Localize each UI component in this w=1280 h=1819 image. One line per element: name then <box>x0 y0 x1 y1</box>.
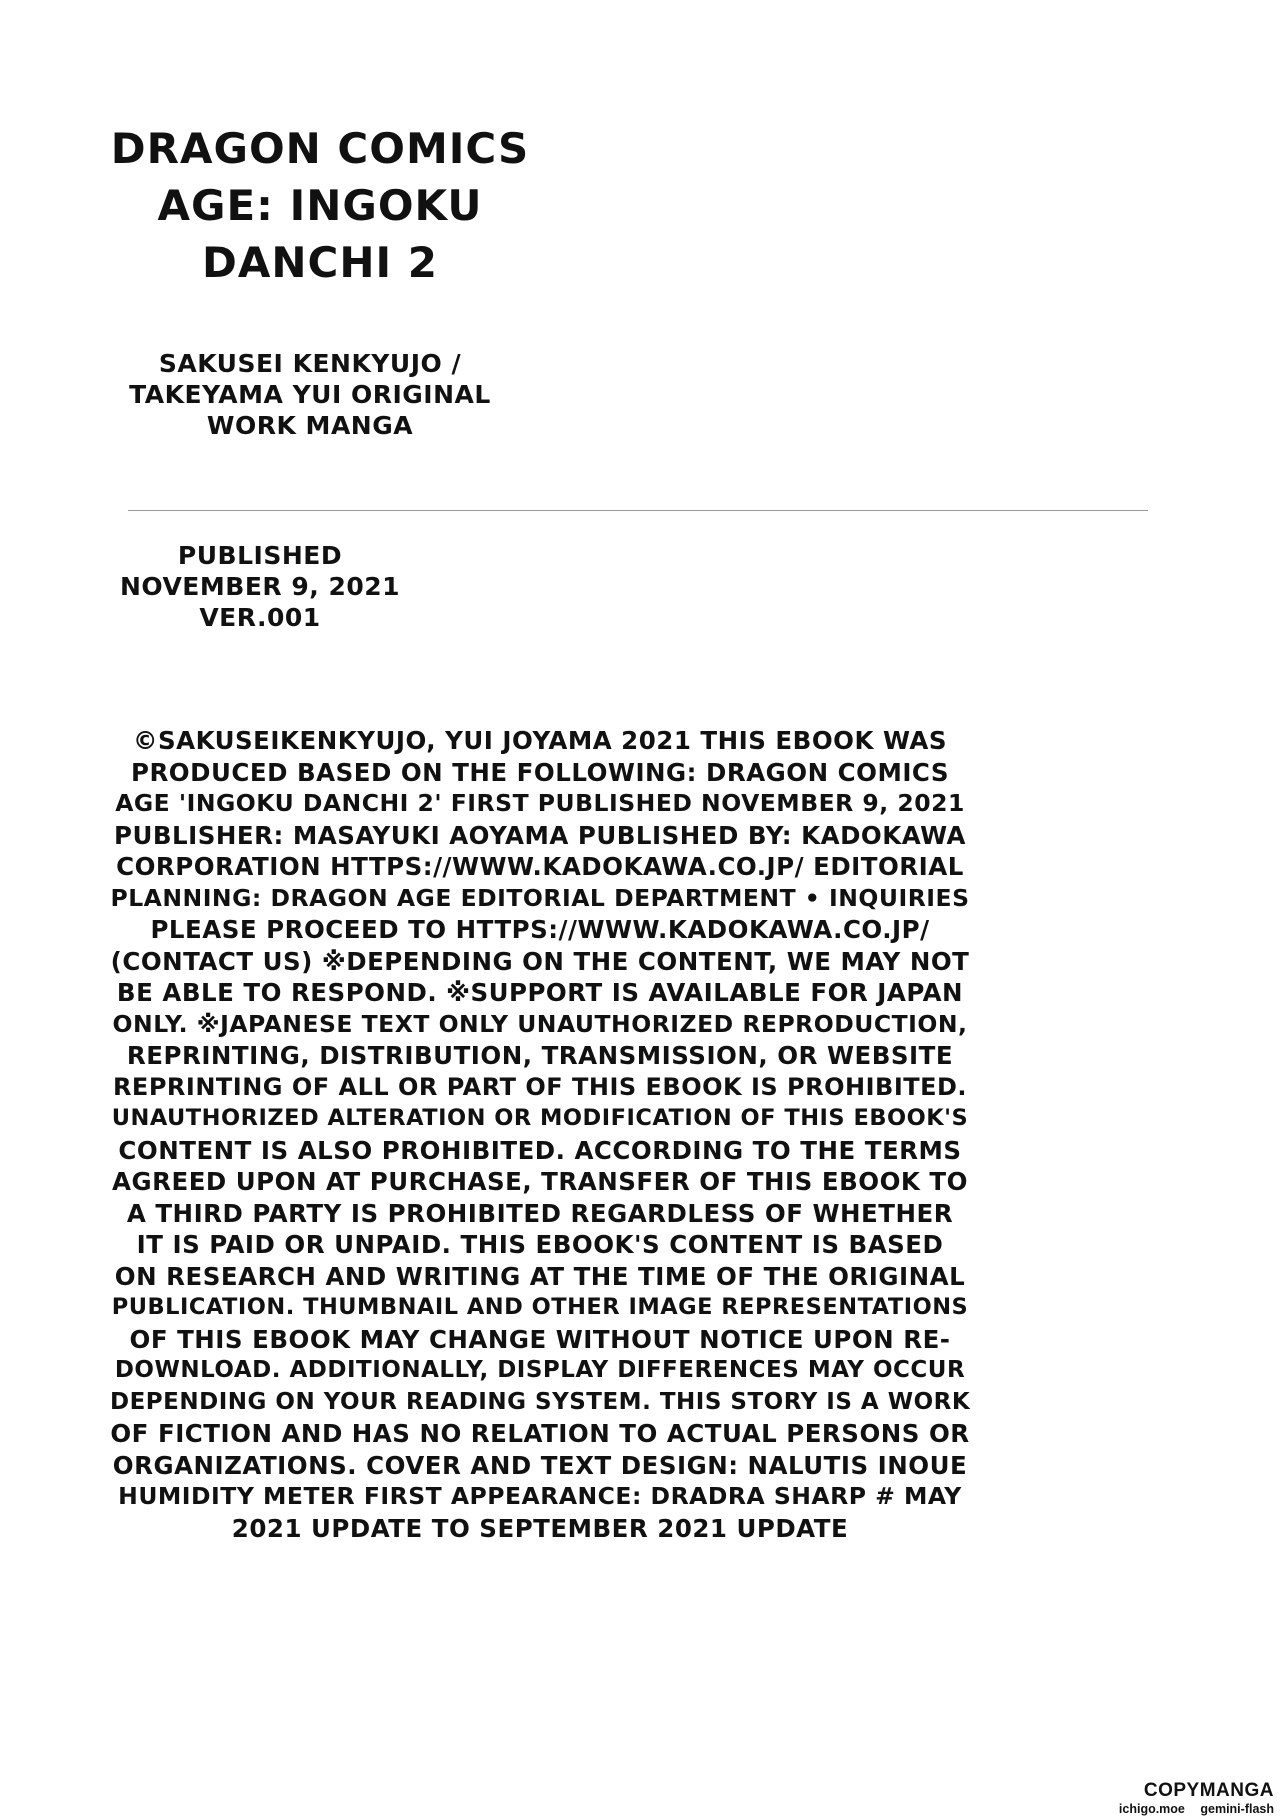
author-credit <box>110 348 510 441</box>
legal-line: 2021 UPDATE TO SEPTEMBER 2021 UPDATE <box>231 1513 849 1543</box>
legal-line: AGE 'INGOKU DANCHI 2' FIRST PUBLISHED NOVEMBER 9, 2021 <box>115 789 965 817</box>
legal-line: PRODUCED BASED ON THE FOLLOWING: DRAGON COMICS <box>130 757 950 787</box>
version-number: VER.001 <box>199 603 321 632</box>
legal-line: OF THIS EBOOK MAY CHANGE WITHOUT NOTICE UPON RE- <box>129 1324 951 1354</box>
legal-line: AGREED UPON AT PURCHASE, TRANSFER OF THIS EBOOK TO <box>112 1167 968 1196</box>
legal-line: CONTENT IS ALSO PROHIBITED. ACCORDING TO THE TERMS <box>118 1135 962 1165</box>
credit-brand: COPYMANGA <box>1143 1780 1274 1801</box>
legal-line: ON RESEARCH AND WRITING AT THE TIME OF THE ORIGINAL <box>114 1261 966 1291</box>
legal-line: ORGANIZATIONS. COVER AND TEXT DESIGN: NALUTIS INOUE <box>112 1450 968 1480</box>
publication-date: NOVEMBER 9, 2021 <box>119 572 401 601</box>
publication-info <box>110 540 410 633</box>
legal-line: REPRINTING, DISTRIBUTION, TRANSMISSION, OR WEBSITE <box>126 1041 954 1070</box>
author-line: SAKUSEI KENKYUJO / <box>158 349 462 378</box>
legal-line: BE ABLE TO RESPOND. ※SUPPORT IS AVAILABLE FOR JAPAN <box>116 978 964 1007</box>
legal-line: PLEASE PROCEED TO HTTPS://WWW.KADOKAWA.CO.JP/ <box>150 915 930 944</box>
copyright-notice <box>110 725 970 1544</box>
credit-source: gemini-flash <box>1200 1802 1274 1816</box>
section-divider <box>128 510 1148 511</box>
credit-sources <box>1107 1802 1274 1817</box>
legal-line: IT IS PAID OR UNPAID. THIS EBOOK'S CONTENT IS BASED <box>136 1230 944 1259</box>
legal-line: PUBLICATION. THUMBNAIL AND OTHER IMAGE REPRESENTATIONS <box>111 1294 969 1320</box>
credit-source: ichigo.moe <box>1118 1802 1185 1816</box>
legal-line: ©SAKUSEIKENKYUJO, YUI JOYAMA 2021 THIS EBOOK WAS <box>132 726 948 755</box>
legal-line: ONLY. ※JAPANESE TEXT ONLY UNAUTHORIZED REPRODUCTION, <box>112 1009 968 1038</box>
legal-line: (CONTACT US) ※DEPENDING ON THE CONTENT, WE MAY NOT <box>110 946 970 976</box>
author-line: WORK MANGA <box>206 411 414 440</box>
title-line: DRAGON COMICS <box>110 124 530 173</box>
author-line: TAKEYAMA YUI ORIGINAL <box>129 380 491 409</box>
legal-line: PUBLISHER: MASAYUKI AOYAMA PUBLISHED BY: KADOKAWA <box>114 820 966 850</box>
scanlation-credits <box>1107 1780 1274 1817</box>
legal-line: UNAUTHORIZED ALTERATION OR MODIFICATION OF THIS EBOOK'S <box>111 1105 969 1131</box>
legal-line: CORPORATION HTTPS://WWW.KADOKAWA.CO.JP/ EDITORIAL <box>116 852 964 881</box>
title-line: DANCHI 2 <box>202 238 438 287</box>
legal-line: HUMIDITY METER FIRST APPEARANCE: DRADRA SHARP # MAY <box>118 1482 962 1510</box>
book-title <box>100 120 540 291</box>
legal-line: DOWNLOAD. ADDITIONALLY, DISPLAY DIFFERENCES MAY OCCUR <box>114 1357 966 1383</box>
publication-label: PUBLISHED <box>177 541 343 570</box>
legal-line: OF FICTION AND HAS NO RELATION TO ACTUAL PERSONS OR <box>110 1419 970 1448</box>
title-line: AGE: INGOKU <box>157 181 483 230</box>
legal-line: A THIRD PARTY IS PROHIBITED REGARDLESS OF WHETHER <box>126 1198 954 1228</box>
legal-line: PLANNING: DRAGON AGE EDITORIAL DEPARTMENT • INQUIRIES <box>110 883 970 912</box>
legal-line: REPRINTING OF ALL OR PART OF THIS EBOOK IS PROHIBITED. <box>112 1072 968 1101</box>
legal-line: DEPENDING ON YOUR READING SYSTEM. THIS STORY IS A WORK <box>110 1388 971 1415</box>
